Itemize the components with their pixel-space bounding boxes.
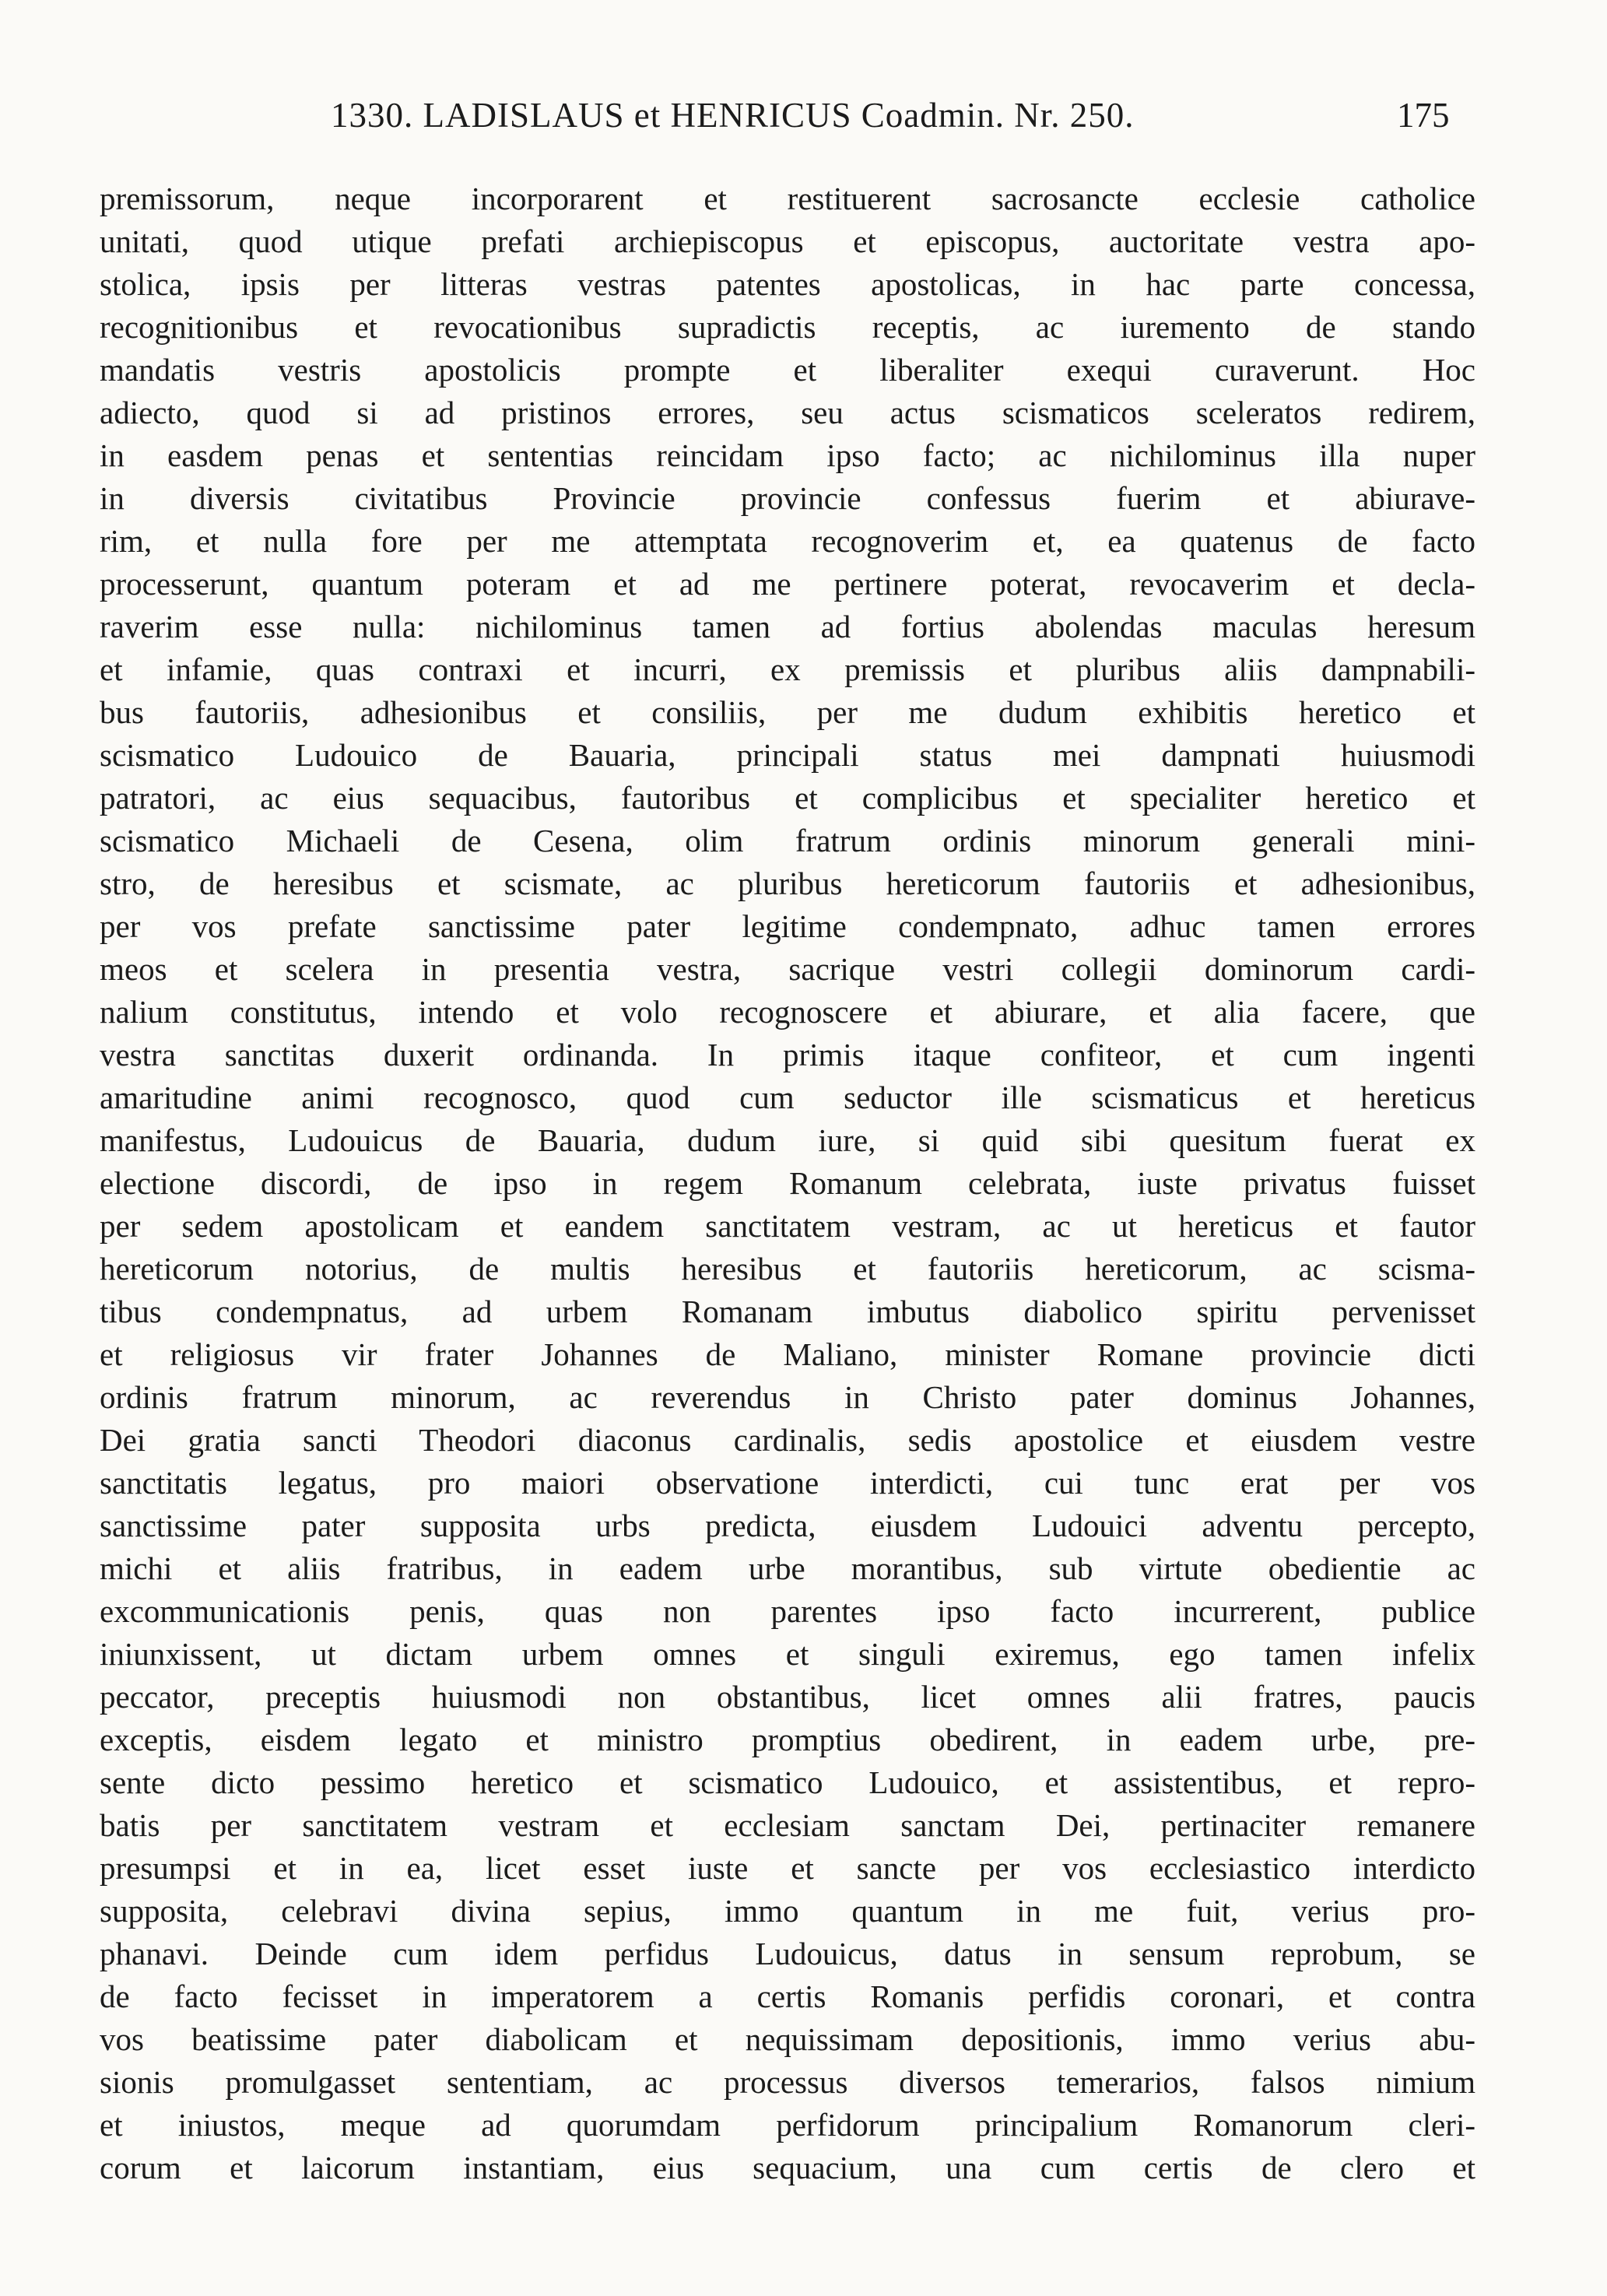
text-line: tibus condempnatus, ad urbem Romanam imbutus diabolico spiritu pervenisset [100,1294,1475,1329]
text-line: et religiosus vir frater Johannes de Maliano, minister Romane provincie dicti [100,1336,1475,1372]
text-line: batis per sanctitatem vestram et ecclesiam sanctam Dei, pertinaciter remanere [100,1807,1475,1843]
text-line: et iniustos, meque ad quorumdam perfidorum principalium Romanorum cleri- [100,2107,1475,2143]
text-line: iniunxissent, ut dictam urbem omnes et singuli exiremus, ego tamen infelix [100,1636,1475,1672]
text-line: michi et aliis fratribus, in eadem urbe morantibus, sub virtute obedientie ac [100,1550,1475,1586]
page-header [0,92,1607,139]
text-line: premissorum, neque incorporarent et restituerent sacrosancte ecclesie catholice [100,181,1475,216]
text-line: exceptis, eisdem legato et ministro promptius obedirent, in eadem urbe, pre- [100,1722,1475,1757]
text-line: meos et scelera in presentia vestra, sacrique vestri collegii dominorum cardi- [100,951,1475,987]
text-line: presumpsi et in ea, licet esset iuste et sancte per vos ecclesiastico interdicto [100,1850,1475,1886]
text-line: patratori, ac eius sequacibus, fautoribus et complicibus et specialiter heretico et [100,780,1475,816]
text-line: scismatico Ludouico de Bauaria, principali status mei dampnati huiusmodi [100,737,1475,773]
text-line: ordinis fratrum minorum, ac reverendus in Christo pater dominus Johannes, [100,1379,1475,1415]
text-line: corum et laicorum instantiam, eius sequacium, una cum certis de clero et [100,2150,1475,2185]
text-line: peccator, preceptis huiusmodi non obstantibus, licet omnes alii fratres, paucis [100,1679,1475,1715]
text-line: per vos prefate sanctissime pater legitime condempnato, adhuc tamen errores [100,908,1475,944]
text-line: supposita, celebravi divina sepius, immo quantum in me fuit, verius pro- [100,1893,1475,1929]
text-line: manifestus, Ludouicus de Bauaria, dudum iure, si quid sibi quesitum fuerat ex [100,1122,1475,1158]
text-line: unitati, quod utique prefati archiepiscopus et episcopus, auctoritate vestra apo- [100,223,1475,259]
text-line: sente dicto pessimo heretico et scismatico Ludouico, et assistentibus, et repro- [100,1764,1475,1800]
text-line: recognitionibus et revocationibus supradictis receptis, ac iuremento de stando [100,309,1475,345]
text-line: raverim esse nulla: nichilominus tamen ad fortius abolendas maculas heresum [100,609,1475,644]
text-line: electione discordi, de ipso in regem Romanum celebrata, iuste privatus fuisset [100,1165,1475,1201]
text-line: stolica, ipsis per litteras vestras patentes apostolicas, in hac parte concessa, [100,266,1475,302]
text-line: amaritudine animi recognosco, quod cum seductor ille scismaticus et hereticus [100,1080,1475,1115]
text-line: rim, et nulla fore per me attemptata recognoverim et, ea quatenus de facto [100,523,1475,559]
text-line: bus fautoriis, adhesionibus et consiliis, per me dudum exhibitis heretico et [100,694,1475,730]
running-head: 1330. LADISLAUS et HENRICUS Coadmin. Nr. 250. [331,96,1135,135]
text-line: in diversis civitatibus Provincie provincie confessus fuerim et abiurave- [100,480,1475,516]
text-line: et infamie, quas contraxi et incurri, ex premissis et pluribus aliis dampnabili- [100,651,1475,687]
text-line: vestra sanctitas duxerit ordinanda. In primis itaque confiteor, et cum ingenti [100,1037,1475,1073]
text-line: sanctitatis legatus, pro maiori observatione interdicti, cui tunc erat per vos [100,1465,1475,1501]
text-line: sanctissime pater supposita urbs predicta, eiusdem Ludouici adventu percepto, [100,1508,1475,1543]
text-line: in easdem penas et sententias reincidam ipso facto; ac nichilominus illa nuper [100,437,1475,473]
text-line: vos beatissime pater diabolicam et nequissimam depositionis, immo verius abu- [100,2021,1475,2057]
text-line: hereticorum notorius, de multis heresibus et fautoriis hereticorum, ac scisma- [100,1251,1475,1287]
text-line: phanavi. Deinde cum idem perfidus Ludouicus, datus in sensum reprobum, se [100,1936,1475,1971]
text-line: stro, de heresibus et scismate, ac pluribus hereticorum fautoriis et adhesionibus, [100,865,1475,901]
text-line: nalium constitutus, intendo et volo recognoscere et abiurare, et alia facere, que [100,994,1475,1030]
text-line: scismatico Michaeli de Cesena, olim fratrum ordinis minorum generali mini- [100,823,1475,858]
text-line: de facto fecisset in imperatorem a certis Romanis perfidis coronari, et contra [100,1978,1475,2014]
body-text [100,177,1475,2189]
text-line: excommunicationis penis, quas non parentes ipso facto incurrerent, publice [100,1593,1475,1629]
page-number: 175 [1397,96,1450,135]
text-line: sionis promulgasset sententiam, ac processus diversos temerarios, falsos nimium [100,2064,1475,2100]
text-line: per sedem apostolicam et eandem sanctitatem vestram, ac ut hereticus et fautor [100,1208,1475,1244]
text-line: Dei gratia sancti Theodori diaconus cardinalis, sedis apostolice et eiusdem vestre [100,1422,1475,1458]
text-line: adiecto, quod si ad pristinos errores, seu actus scismaticos sceleratos redirem, [100,395,1475,430]
text-line: processerunt, quantum poteram et ad me pertinere poterat, revocaverim et decla- [100,566,1475,602]
text-line: mandatis vestris apostolicis prompte et liberaliter exequi curaverunt. Hoc [100,352,1475,388]
